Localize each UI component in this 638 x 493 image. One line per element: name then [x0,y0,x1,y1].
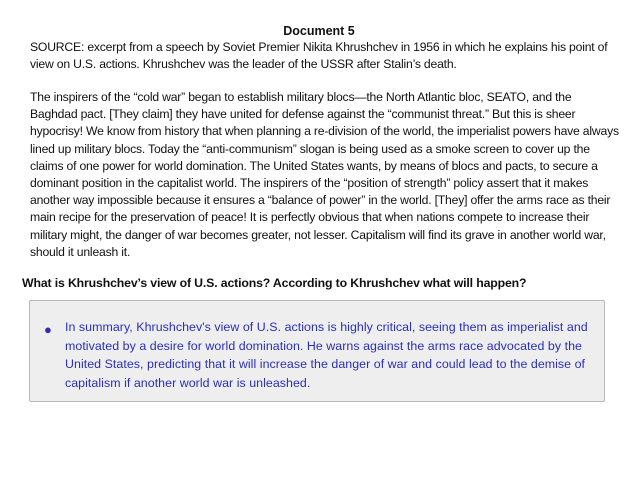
answer-box[interactable] [29,300,605,402]
question-text: What is Khrushchev’s view of U.S. actions? According to Khrushchev what will happen? [22,276,527,290]
document-title: Document 5 [283,24,355,38]
answer-text[interactable]: In summary, Khrushchev's view of U.S. actions is highly critical, seeing them as imperialist and motivated by a desire for world domination. He warns against the arms race advocated by the United States, predicting that it will increase the danger of war and could lead to the demise of capitalism if another world war is unleashed. [65,320,588,390]
source-paragraph: SOURCE: excerpt from a speech by Soviet Premier Nikita Khrushchev in 1956 in which he explains his point of view on U.S. actions. Khrushchev was the leader of the USSR after Stalin’s death. [30,40,608,71]
speech-quote-paragraph: The inspirers of the “cold war” began to establish military blocs—the North Atlantic bloc, SEATO, and the Baghdad pact. [They claim] they have united for defense against the “communist threat.” But this is sheer hypocrisy! We know from history that when planning a re-division of the world, the imperialist powers have always lined up military blocs. Today the “anti-communism” slogan is being used as a smoke screen to cover up the claims of one power for world domination. The United States wants, by means of blocs and pacts, to secure a dominant position in the capitalist world. The inspirers of the “position of strength” policy assert that it makes another way impossible because it ensures a “balance of power” in the world. [They] offer the arms race as their main recipe for the preservation of peace! It is perfectly obvious that when nations compete to increase their military might, the danger of war becomes greater, not lesser. Capitalism will find its grave in another world war, should it unleash it. [30,90,619,259]
bullet-icon: ● [44,322,52,337]
